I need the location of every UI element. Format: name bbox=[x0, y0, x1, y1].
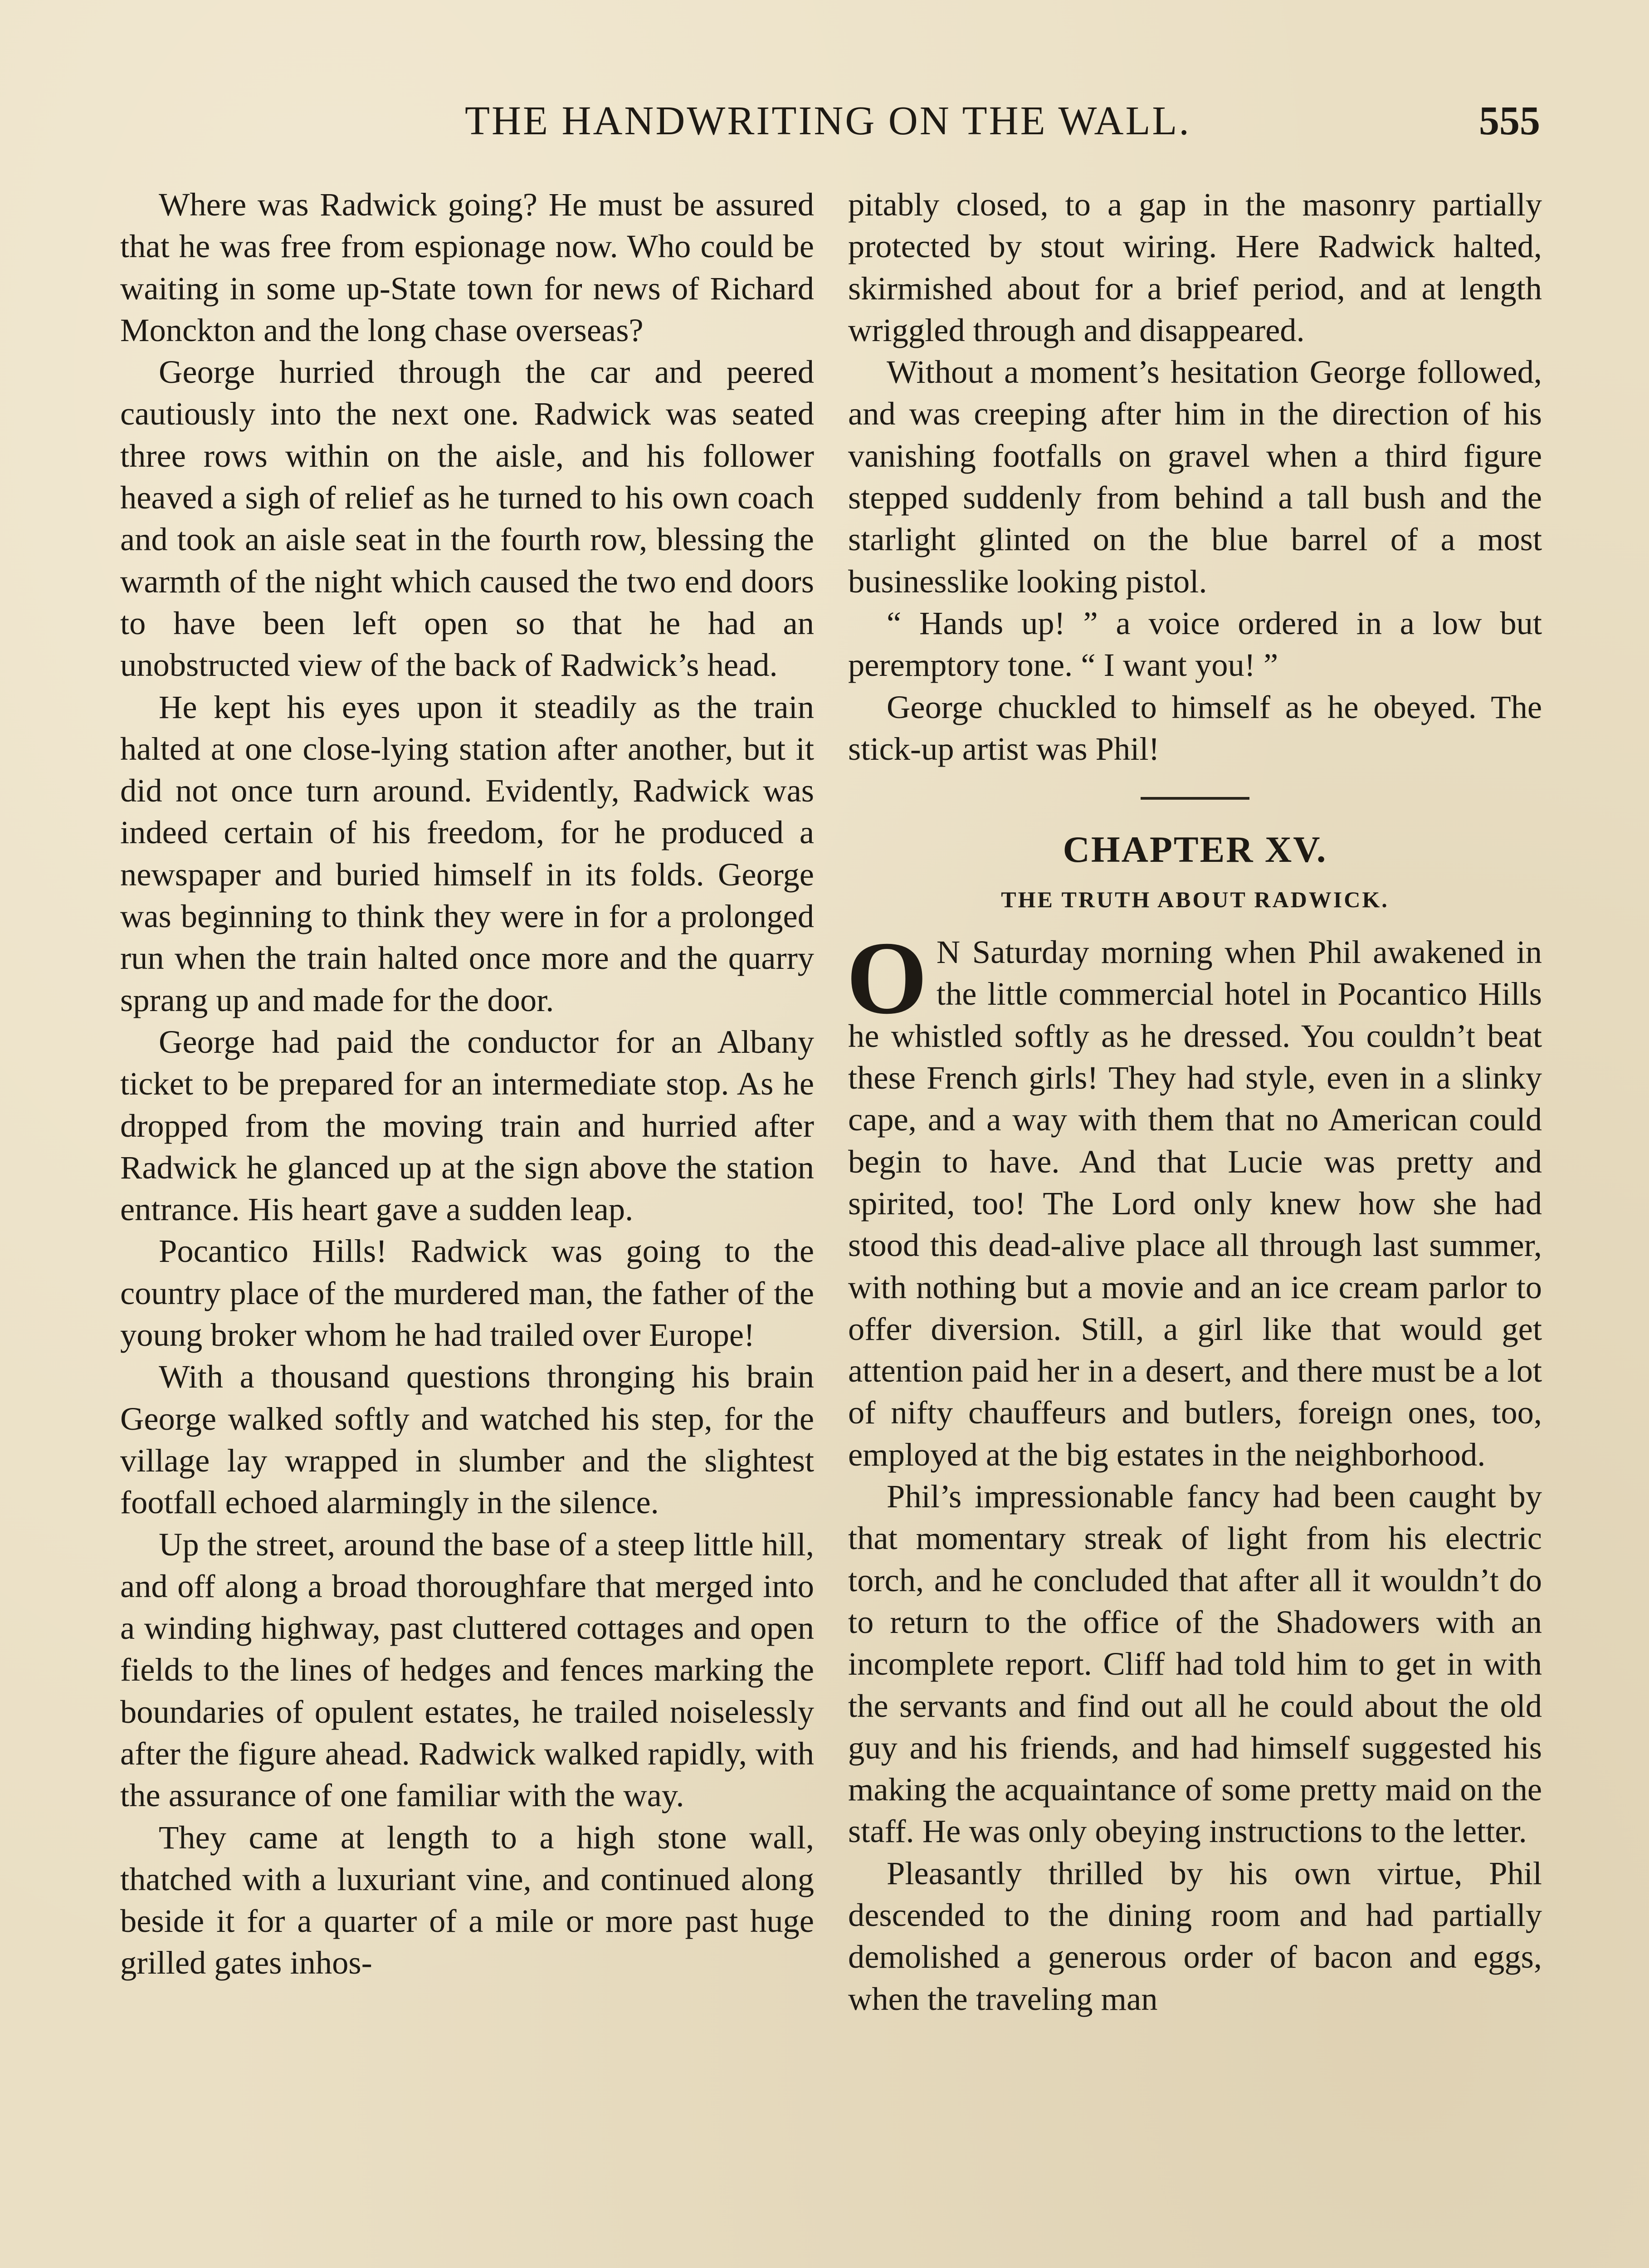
paragraph: George hurried through the car and peered cautiously into the next one. Radwick was seated three rows within on the aisle, and his follower heaved a sigh of relief as he turned to his own coach and took an aisle seat in the fourth row, blessing the warmth of the night which caused the two end doors to have been left open so that he had an unobstructed view of the back of Radwick’s head. bbox=[120, 353, 814, 684]
chapter-subtitle: THE TRUTH ABOUT RADWICK. bbox=[1001, 887, 1389, 913]
right-column bbox=[848, 184, 1542, 2020]
paragraph: George chuckled to himself as he obeyed. The stick-up artist was Phil! bbox=[848, 688, 1542, 767]
opening-text: N Saturday morning when Phil awakened in the little commercial hotel in Pocantico Hills he whistled softly as he dressed. You couldn’t beat these French girls! They had style, even in a slinky cape, and a way with them that no American could begin to have. And that Lucie was pretty and spirited, too! The Lord only knew how she had stood this dead-alive place all through last summer, with nothing but a movie and an ice cream parlor to offer diversion. Still, a girl like that would get attention paid her in a desert, and there must be a lot of nifty chauffeurs and butlers, foreign ones, too, employed at the big estates in the neighborhood. bbox=[848, 934, 1542, 1473]
section-divider bbox=[1141, 797, 1249, 800]
drop-cap: O bbox=[846, 920, 927, 1036]
running-head: THE HANDWRITING ON THE WALL. bbox=[465, 98, 1191, 143]
chapter-opening-paragraph bbox=[846, 920, 1542, 1476]
paragraph: He kept his eyes upon it steadily as the train halted at one close-lying station after another, but it did not once turn around. Evidently, Radwick was indeed certain of his freedom, for he produced a newspaper and buried himself in its folds. George was beginning to think they were in for a prolonged run when the train halted once more and the quarry sprang up and made for the door. bbox=[120, 688, 814, 1018]
paragraph: Pocantico Hills! Radwick was going to the country place of the murdered man, the father of the young broker whom he had trailed over Europe! bbox=[120, 1232, 814, 1354]
paragraph: “ Hands up! ” a voice ordered in a low but peremptory tone. “ I want you! ” bbox=[848, 604, 1542, 684]
paragraph: Up the street, around the base of a steep little hill, and off along a broad thoroughfare that merged into a winding highway, past cluttered cottages and open fields to the lines of hedges and fences marking the boundaries of opulent estates, he trailed noiselessly after the figure ahead. Radwick walked rapidly, with the assurance of one familiar with the way. bbox=[120, 1525, 814, 1814]
paragraph: George had paid the conductor for an Albany ticket to be prepared for an intermediate stop. As he dropped from the moving train and hurried after Radwick he glanced up at the sign above the station entrance. His heart gave a sudden leap. bbox=[120, 1023, 814, 1228]
page-number: 555 bbox=[1479, 98, 1540, 143]
paragraph: Without a moment’s hesitation George followed, and was creeping after him in the direction of his vanishing footfalls on gravel when a third figure stepped suddenly from behind a tall bush and the starlight glinted on the blue barrel of a most businesslike looking pistol. bbox=[848, 353, 1542, 600]
paragraph: They came at length to a high stone wall, thatched with a luxuriant vine, and continued along beside it for a quarter of a mile or more past huge grilled gates inhos- bbox=[120, 1818, 814, 1981]
paragraph-continuation: pitably closed, to a gap in the masonry partially protected by stout wiring. Here Radwick halted, skirmished about for a brief period, and at length wriggled through and disappeared. bbox=[848, 186, 1542, 348]
paragraph: With a thousand questions thronging his brain George walked softly and watched his step, for the village lay wrapped in slumber and the slightest footfall echoed alarmingly in the silence. bbox=[120, 1358, 814, 1521]
page-header bbox=[120, 98, 1540, 152]
left-column bbox=[120, 184, 814, 1984]
paragraph: Phil’s impressionable fancy had been caught by that momentary streak of light from his electric torch, and he concluded that after all it wouldn’t do to return to the office of the Shadowers with an incomplete report. Cliff had told him to get in with the servants and find out all he could about the old guy and his friends, and had himself suggested his making the acquaintance of some pretty maid on the staff. He was only obeying instructions to the letter. bbox=[848, 1478, 1542, 1850]
paragraph: Pleasantly thrilled by his own virtue, Phil descended to the dining room and had partially demolished a generous order of bacon and eggs, when the traveling man bbox=[848, 1854, 1542, 2017]
chapter-title: CHAPTER XV. bbox=[1063, 829, 1327, 870]
paragraph: Where was Radwick going? He must be assured that he was free from espionage now. Who could be waiting in some up-State town for news of Richard Monckton and the long chase overseas? bbox=[120, 186, 814, 348]
